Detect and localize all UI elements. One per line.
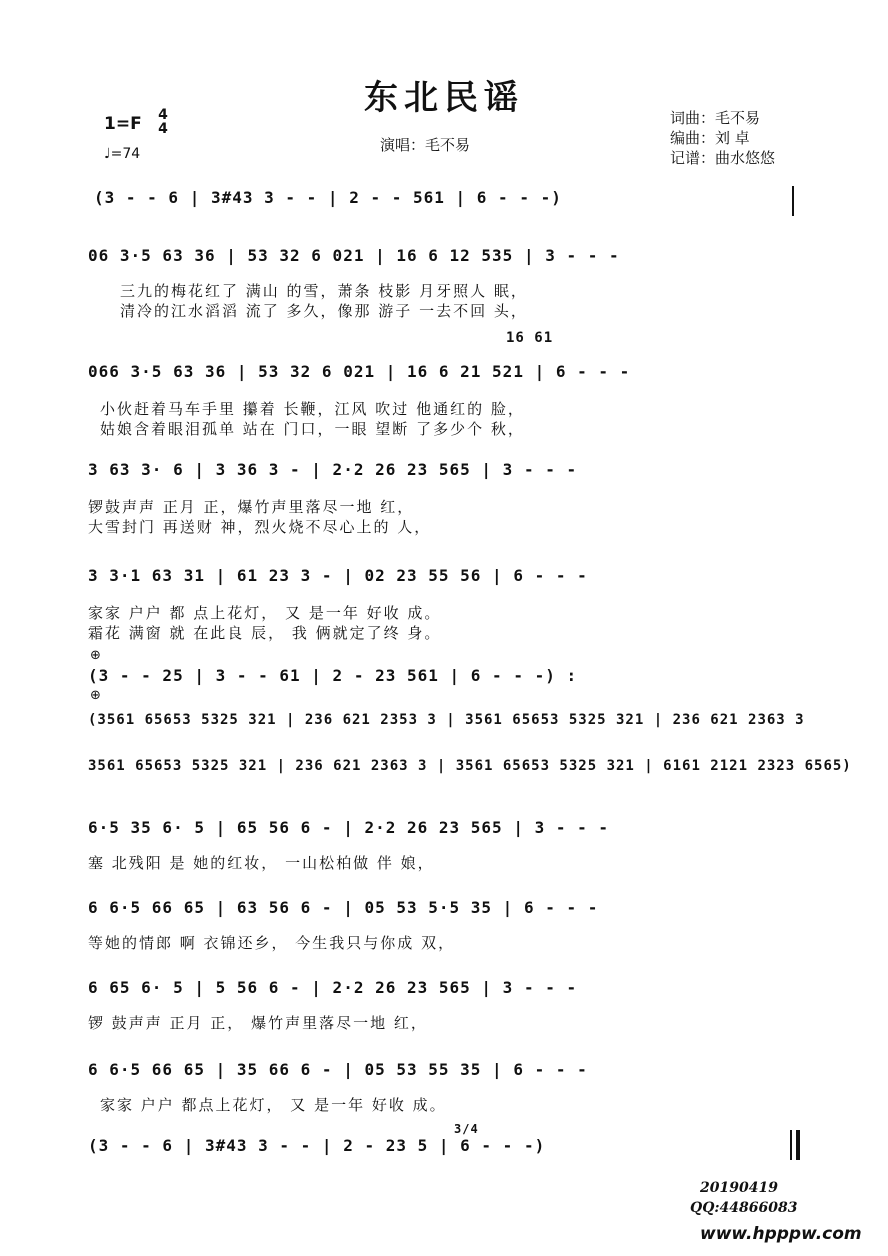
lyrics-music-credit: 词曲：毛不易 xyxy=(670,109,761,127)
transcriber-credit: 记谱：曲水悠悠 xyxy=(670,149,776,167)
tempo-marking: ♩=74 xyxy=(104,146,141,162)
system-verse-a-notes: 06 3·5 63 36 | 53 32 6 021 | 16 6 12 535 | 3 - - - xyxy=(88,246,620,265)
system-bridge-b-notes: 6 6·5 66 65 | 63 56 6 - | 05 53 5·5 35 | 6 - - - xyxy=(88,898,599,917)
system-chorus-d-lyric-1: 家家 户户 都点上花灯， 又 是一年 好收 成。 xyxy=(100,1096,447,1114)
system-chorus-a-lyric-1: 锣鼓声声 正月 正，爆竹声里落尽一地 红， xyxy=(88,498,415,516)
system-interlude-1-notes: (3 - - 25 | 3 - - 61 | 2 - 23 561 | 6 - - -) : xyxy=(88,666,578,685)
system-chorus-b-lyric-2: 霜花 满窗 就 在此良 辰， 我 俩就定了终 身。 xyxy=(88,624,442,642)
singer-credit: 演唱：毛不易 xyxy=(380,136,471,154)
footer-site[interactable]: www.hpppw.com xyxy=(700,1224,862,1244)
system-chorus-d-notes: 6 6·5 66 65 | 35 66 6 - | 05 53 55 35 | 6 - - - xyxy=(88,1060,588,1079)
system-verse-a-lyric-1: 三九的梅花红了 满山 的雪，萧条 枝影 月牙照人 眠， xyxy=(120,282,528,300)
coda-sign-icon: ⊕ xyxy=(90,648,101,663)
system-verse-b-lyric-2: 姑娘含着眼泪孤单 站在 门口，一眼 望断 了多少个 秋， xyxy=(100,420,525,438)
time-signature-bottom: 4 xyxy=(158,121,168,137)
system-chorus-c-notes: 6 65 6· 5 | 5 56 6 - | 2·2 26 23 565 | 3 - - - xyxy=(88,978,578,997)
system-end-barline xyxy=(792,186,794,216)
system-interlude-3-notes: 3561 65653 5325 321 | 236 621 2363 3 | 3561 65653 5325 321 | 6161 2121 2323 6565) xyxy=(88,758,852,774)
system-chorus-a-notes: 3 63 3· 6 | 3 36 3 - | 2·2 26 23 565 | 3 - - - xyxy=(88,460,578,479)
system-verse-b-ossia: 16 61 xyxy=(506,330,554,346)
arranger-credit: 编曲：刘 卓 xyxy=(670,129,750,147)
system-chorus-b-lyric-1: 家家 户户 都 点上花灯， 又 是一年 好收 成。 xyxy=(88,604,442,622)
song-title: 东北民谣 xyxy=(364,78,524,118)
system-interlude-2-notes: (3561 65653 5325 321 | 236 621 2353 3 | 3561 65653 5325 321 | 236 621 2363 3 xyxy=(88,712,805,728)
system-chorus-c-lyric-1: 锣 鼓声声 正月 正， 爆竹声里落尽一地 红， xyxy=(88,1014,428,1032)
system-bridge-a-lyric-1: 塞 北残阳 是 她的红妆， 一山松柏做 伴 娘， xyxy=(88,854,435,872)
coda-sign-icon: ⊕ xyxy=(90,688,101,703)
final-barline xyxy=(790,1130,792,1160)
system-verse-b-lyric-1: 小伙赶着马车手里 攥着 长鞭，江风 吹过 他通红的 脸， xyxy=(100,400,525,418)
system-outro-time-change: 3/4 xyxy=(454,1122,479,1136)
footer-qq: QQ:44866083 xyxy=(690,1200,798,1216)
key-signature: 1=F xyxy=(104,114,142,134)
system-verse-a-lyric-2: 清冷的江水滔滔 流了 多久，像那 游子 一去不回 头， xyxy=(120,302,528,320)
final-barline-thick xyxy=(796,1130,800,1160)
time-signature-top: 4 xyxy=(158,107,168,123)
system-outro-notes: (3 - - 6 | 3#43 3 - - | 2 - 23 5 | 6 - - -) xyxy=(88,1136,546,1155)
footer-date: 20190419 xyxy=(700,1180,778,1196)
credits-block xyxy=(670,108,775,168)
system-bridge-b-lyric-1: 等她的情郎 啊 衣锦还乡， 今生我只与你成 双， xyxy=(88,934,456,952)
system-bridge-a-notes: 6·5 35 6· 5 | 65 56 6 - | 2·2 26 23 565 | 3 - - - xyxy=(88,818,610,837)
time-signature xyxy=(156,108,170,136)
system-chorus-b-notes: 3 3·1 63 31 | 61 23 3 - | 02 23 55 56 | 6 - - - xyxy=(88,566,588,585)
system-chorus-a-lyric-2: 大雪封门 再送财 神，烈火烧不尽心上的 人， xyxy=(88,518,432,536)
system-intro-notes: (3 - - 6 | 3#43 3 - - | 2 - - 561 | 6 - - -) xyxy=(94,188,562,207)
system-verse-b-notes: 066 3·5 63 36 | 53 32 6 021 | 16 6 21 521 | 6 - - - xyxy=(88,362,631,381)
